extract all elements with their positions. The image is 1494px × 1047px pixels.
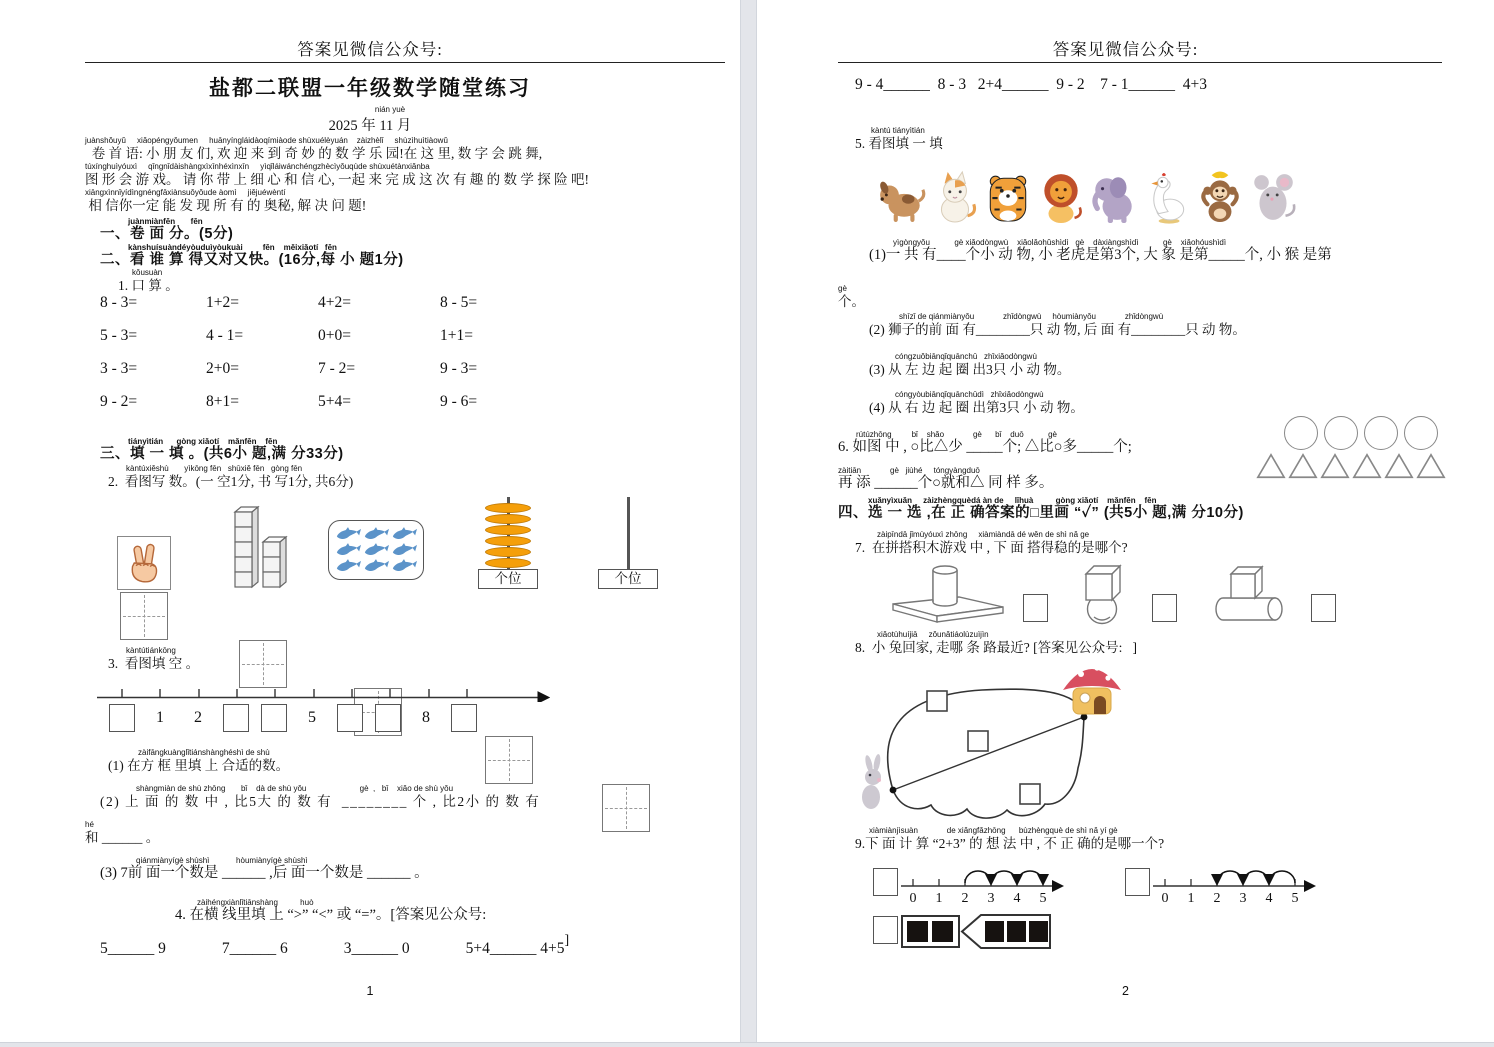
- elephant-icon: [1089, 168, 1139, 226]
- question-5-sub2: shīzǐ de qiánmiànyǒu zhǐdòngwù hòumiànyǒu zhǐdòngwù (2) 狮子的前 面 有________只 动 物, 后 面 有________只 动 物。: [869, 312, 1246, 337]
- dolphin-icon: [391, 559, 417, 574]
- mushroom-house-icon: [1063, 665, 1121, 714]
- circle-shapes-row: [1284, 416, 1438, 450]
- cube-towers-icon: [232, 500, 292, 590]
- triangle-shape: [1384, 452, 1414, 480]
- path-checkbox[interactable]: [968, 731, 988, 751]
- abacus-six-beads-icon: [477, 497, 541, 591]
- svg-text:4: 4: [1013, 891, 1021, 906]
- abacus-bead: [485, 547, 531, 557]
- block-options-row: [887, 560, 1336, 626]
- question-3-sub1: zàifāngkuànglǐtiánshànghéshì de shù (1) 在方 框 里填 上 合适的数。: [108, 748, 290, 773]
- dolphin-icon: [335, 559, 361, 574]
- header-rule: [85, 62, 725, 63]
- cylinder-on-board-icon: [887, 560, 1007, 626]
- number-label: 1: [156, 709, 164, 726]
- fill-box: [375, 704, 401, 732]
- abacus-bead: [485, 514, 531, 524]
- fill-box: [451, 704, 477, 732]
- answer-write-box: [239, 640, 287, 688]
- svg-text:4: 4: [1265, 891, 1273, 906]
- question-7: zàipīndā jǐmùyóuxì zhōng xiàmiàndā dé wěn de shì nǎ ge 7. 在拼搭积木游戏 中 , 下 面 搭得稳的是哪个?: [855, 530, 1128, 555]
- circle-shape: [1404, 416, 1438, 450]
- question-1: kǒusuàn 1. 口 算 。: [118, 268, 179, 293]
- circle-shape: [1324, 416, 1358, 450]
- answer-write-box: [120, 592, 168, 640]
- units-place-label: 个位: [598, 569, 658, 589]
- option-checkbox[interactable]: [1311, 594, 1336, 622]
- oral-item: 5+4=: [318, 393, 351, 410]
- compare-item: 7______ 6: [221, 940, 288, 957]
- intro-line: juànshǒuyǔ xiǎopéngyǒumen huānyíngláidàoqímiàode shùxuélèyuán zàizhèlǐ shùzìhuìtiàowǔ 卷 首 语: 小 朋 友 们, 欢 迎 来 到 奇 妙 的 数 学 乐 园!在 这 里, 数 字 会 跳 舞,: [85, 136, 543, 161]
- oral-item: 8 - 5=: [440, 294, 478, 311]
- page-2: [757, 0, 1494, 1042]
- section-2-heading: kànshuísuàndéyòuduìyòukuài fēn měixiǎotí fēn 二、看 谁 算 得又对又快。(16分,每 小 题1分): [100, 243, 404, 268]
- worksheet-date: 2025 年 11 月: [328, 118, 412, 134]
- fill-box: [261, 704, 287, 732]
- oral-item: 8+1=: [206, 393, 239, 410]
- page-number: 1: [366, 984, 374, 998]
- triangle-shapes-row: [1256, 452, 1446, 480]
- page-number: 2: [1122, 984, 1129, 998]
- triangle-shape: [1256, 452, 1286, 480]
- number-label: 5: [308, 709, 316, 726]
- page-1: [0, 0, 740, 1042]
- dolphin-icon: [363, 543, 389, 558]
- question-3: kàntútiánkōng 3. 看图填 空 。: [108, 646, 200, 671]
- answer-write-box: [485, 736, 533, 784]
- section-3-heading: tiányìtián gòng xiǎotí mǎnfēn fēn 三、填 一 填 。(共6小 题,满 分33分): [100, 437, 344, 462]
- question-3-sub3: qiánmiànyígè shùshì hòumiànyígè shùshì (3) 7前 面一个数是 ______ ,后 面一个数是 ______ 。: [100, 856, 429, 881]
- cube-on-cylinder-icon: [1209, 562, 1297, 626]
- svg-text:1: 1: [935, 891, 943, 906]
- question-2: kàntúxiěshù yìkōng fēn shūxiě fēn gòng fēn 2. 看图写 数。(一 空1分, 书 写1分, 共6分): [108, 464, 354, 489]
- count-back-number-line: [1151, 856, 1326, 906]
- oral-item: 9 - 3=: [440, 360, 478, 377]
- svg-text:2: 2: [961, 891, 969, 906]
- dolphin-icon: [363, 527, 389, 542]
- hand-two-fingers-icon: [117, 536, 171, 590]
- question-5: kàntú tiányìtián 5. 看图填 一 填: [855, 126, 943, 151]
- fill-box: [337, 704, 363, 732]
- abacus-bead: [485, 503, 531, 513]
- viewport-bottom-strip: [0, 1042, 1494, 1047]
- dolphin-icon: [391, 543, 417, 558]
- bracket-close: ]: [564, 933, 570, 948]
- number-line-row: [103, 703, 483, 733]
- count-on-number-line: [899, 856, 1074, 906]
- circle-shape: [1364, 416, 1398, 450]
- dolphin-icon: [363, 559, 389, 574]
- svg-text:1: 1: [1187, 891, 1195, 906]
- dog-icon: [877, 168, 927, 226]
- svg-text:0: 0: [909, 891, 917, 906]
- oral-calc-grid: [100, 294, 560, 411]
- triangle-shape: [1288, 452, 1318, 480]
- worksheet-title: 盐都二联盟一年级数学随堂练习: [209, 77, 531, 100]
- cube-on-sphere-icon: [1072, 560, 1136, 626]
- abacus-empty-icon: [597, 497, 661, 591]
- number-label: 2: [194, 709, 202, 726]
- svg-text:3: 3: [987, 891, 995, 906]
- dolphin-icon: [391, 527, 417, 542]
- question-5-sub1: yìgòngyǒu gè xiǎodòngwù xiǎolǎohǔshìdì gè dàxiàngshìdì gè xiǎohóushìdì (1)一 共 有____个小 动 物, 小 老虎是第3个, 大 象 是第_____个, 小 猴 是第: [869, 238, 1332, 263]
- mouse-icon: [1248, 168, 1298, 226]
- oral-item: 7 - 2=: [318, 360, 356, 377]
- answer-note: 答案见微信公众号:: [297, 40, 443, 59]
- option-checkbox[interactable]: [1023, 594, 1048, 622]
- option-checkbox[interactable]: [1152, 594, 1177, 622]
- triangle-shape: [1416, 452, 1446, 480]
- question-8: xiǎotùhuíjiā zǒunǎtiáolùzuìjìn 8. 小 兔回家, 走哪 条 路最近? [答案见公众号: ]: [855, 630, 1137, 655]
- answer-note: 答案见微信公众号:: [1052, 40, 1199, 59]
- question-3-sub2-cont: hé 和 ______ 。: [85, 820, 160, 845]
- path-checkbox[interactable]: [1020, 784, 1040, 804]
- triangle-shape: [1352, 452, 1382, 480]
- question-4: zàihéngxiànlǐtiānshàng huò 4. 在横 线里填 上 “>” “<” 或 “=”。[答案见公众号:: [175, 898, 487, 923]
- rabbit-icon: [862, 754, 882, 809]
- option-checkbox[interactable]: [1125, 868, 1150, 896]
- oral-item: 1+1=: [440, 327, 473, 344]
- oral-item: 3 - 3=: [100, 360, 138, 377]
- question-5-sub3: cóngzuǒbiānqǐquānchū zhǐxiǎodòngwù (3) 从 左 边 起 圈 出3只 小 动 物。: [869, 352, 1071, 377]
- swan-icon: [1142, 168, 1192, 226]
- abacus-bead: [485, 558, 531, 568]
- dolphin-icon: [335, 527, 361, 542]
- compare-item: 5______ 9: [100, 940, 166, 957]
- page-gap: [740, 0, 757, 1042]
- oral-item: 5 - 3=: [100, 327, 138, 344]
- circle-shape: [1284, 416, 1318, 450]
- question-9: xiàmiànjìsuàn de xiǎngfǎzhōng bùzhèngquè de shì nǎ yí gè 9.下 面 计 算 “2+3” 的 想 法 中 , 不 正 确的是哪一个?: [855, 826, 1165, 851]
- fill-box: [223, 704, 249, 732]
- number-label: 8: [422, 709, 430, 726]
- path-checkbox[interactable]: [927, 691, 947, 711]
- svg-text:5: 5: [1291, 891, 1299, 906]
- compare-row: [100, 933, 570, 958]
- intro-line: xiāngxìnnǐyídìngnéngfāxiànsuǒyǒude àomì jiějuéwèntí 相 信你一定 能 发 现 所 有 的 奥秘, 解 决 问 题!: [85, 188, 367, 213]
- rabbit-home-paths-figure: [857, 658, 1167, 823]
- fill-box: [109, 704, 135, 732]
- intro-paragraph: [85, 136, 735, 214]
- oral-item: 2+0=: [206, 360, 239, 377]
- compare-item: 3______ 0: [343, 940, 410, 957]
- monkey-icon: [1195, 168, 1245, 226]
- dolphins-group-icon: [328, 520, 424, 580]
- option-checkbox[interactable]: [873, 916, 898, 944]
- question-5-sub1-cont: gè 个。: [838, 284, 865, 309]
- oral-item: 4+2=: [318, 294, 351, 311]
- question-3-sub2: shàngmiàn de shù zhōng bǐ dà de shù yǒu gè , bǐ xiǎo de shù yǒu (2) 上 面 的 数 中 , 比5大 的 数 有 ________ 个 , 比2小 的 数 有: [100, 784, 541, 809]
- question-5-sub4: cóngyòubiānqǐquānchūdì zhǐxiǎodòngwù (4) 从 右 边 起 圈 出第3只 小 动 物。: [869, 390, 1084, 415]
- oral-item: 9 - 6=: [440, 393, 478, 410]
- tiger-icon: [983, 168, 1033, 226]
- question-6-line1: rútúzhōng bǐ shǎo gè bǐ duō gè 6. 如图 中 , ○比△少 _____个; △比○多_____个;: [838, 430, 1132, 455]
- oral-item: 9 - 2=: [100, 393, 138, 410]
- date-pinyin: nián yuè: [374, 105, 406, 114]
- header-rule: [838, 62, 1442, 63]
- section-4-heading: xuǎnyìxuǎn zàizhèngquèdá àn de lǐhuà gòng xiǎotí mǎnfēn fēn 四、选 一 选 ,在 正 确答案的□里画 “✓” (共5小 题,满 分10分): [838, 496, 1244, 521]
- option-checkbox[interactable]: [873, 868, 898, 896]
- svg-text:0: 0: [1161, 891, 1169, 906]
- svg-text:2: 2: [1213, 891, 1221, 906]
- animal-row: [877, 168, 1298, 226]
- oral-item: 8 - 3=: [100, 294, 138, 311]
- compare-row-top: 9 - 4______ 8 - 3 2+4______ 9 - 2 7 - 1______ 4+3: [855, 76, 1208, 93]
- abacus-bead: [485, 536, 531, 546]
- dolphin-icon: [335, 543, 361, 558]
- oral-item: 1+2=: [206, 294, 239, 311]
- question-6-line2: zàitiān gè jiùhé tóngyàngduō 再 添 ______个○就和△ 同 样 多。: [838, 466, 1054, 491]
- svg-text:5: 5: [1039, 891, 1047, 906]
- svg-text:3: 3: [1239, 891, 1247, 906]
- cat-icon: [930, 168, 980, 226]
- abacus-bead: [485, 525, 531, 535]
- lion-icon: [1036, 168, 1086, 226]
- oral-item: 4 - 1=: [206, 327, 244, 344]
- units-place-label: 个位: [478, 569, 538, 589]
- triangle-shape: [1320, 452, 1350, 480]
- section-1-heading: juànmiànfēn fēn 一、卷 面 分。(5分): [100, 217, 234, 242]
- intro-line: túxínghuìyóuxì qǐngnǐdàishàngxìxīnhéxìnxīn yìqǐláiwánchéngzhècìyǒuqùde shùxuétànxiǎnba 图 形 会 游 戏。 请 你 带 上 细 心 和 信 心, 一起 来 完 成 这 次 有 趣 的 数 学 探 险 吧!: [85, 162, 589, 187]
- oral-item: 0+0=: [318, 327, 351, 344]
- number-line: [95, 688, 570, 702]
- blocks-compare-icon: [901, 912, 1053, 952]
- compare-item: 5+4______ 4+5: [465, 940, 565, 957]
